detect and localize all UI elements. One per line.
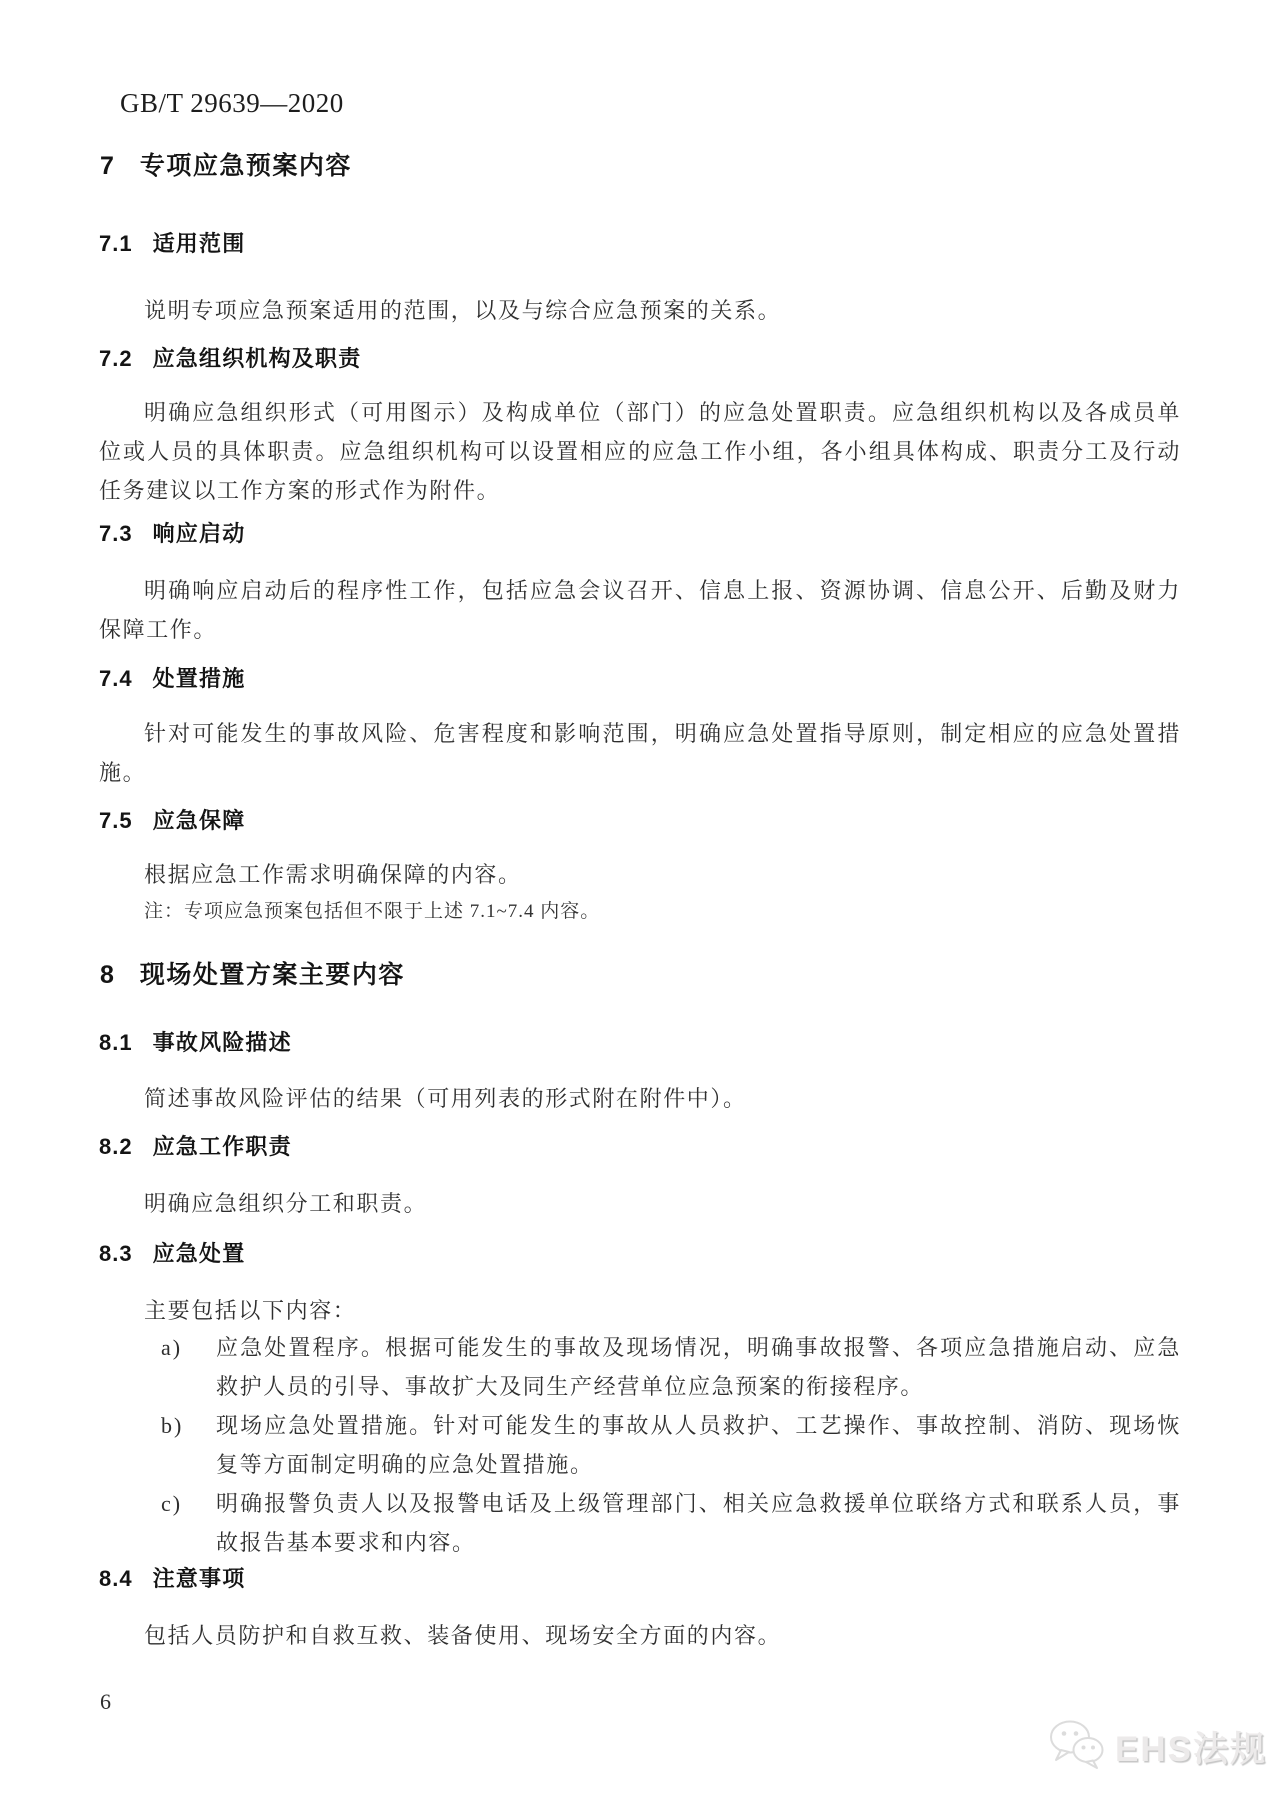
section-7-4-number: 7.4 [99,666,133,691]
chapter-8-number: 8 [100,961,114,989]
list-item-c-text: 明确报警负责人以及报警电话及上级管理部门、相关应急救援单位联络方式和联系人员，事故报告基本要求和内容。 [216,1491,1181,1555]
watermark-text: EHS法规 [1115,1729,1267,1769]
section-8-3-list [99,1328,1181,1562]
page-number: 6 [100,1689,111,1714]
section-7-4-heading [99,664,245,694]
section-7-2-heading [99,344,361,374]
section-7-2-paragraph: 明确应急组织形式（可用图示）及构成单位（部门）的应急处置职责。应急组织机构以及各成员单位或人员的具体职责。应急组织机构可以设置相应的应急工作小组，各小组具体构成、职责分工及行动任务建议以工作方案的形式作为附件。 [99,400,1181,503]
section-8-3-title: 应急处置 [152,1241,246,1266]
section-7-5-note: 注：专项应急预案包括但不限于上述 7.1~7.4 内容。 [144,901,601,922]
section-7-2-title: 应急组织机构及职责 [152,346,362,371]
section-7-1-paragraph: 说明专项应急预案适用的范围，以及与综合应急预案的关系。 [144,298,782,323]
list-item-a-marker: a) [161,1335,183,1360]
standard-number: GB/T 29639—2020 [120,88,344,118]
section-8-4-heading [99,1564,245,1594]
chapter-7-number: 7 [100,152,114,180]
section-8-2-number: 8.2 [99,1134,133,1159]
chapter-8-heading [100,959,405,991]
section-8-4-number: 8.4 [99,1566,133,1591]
list-item-c [99,1484,1181,1562]
section-8-3-number: 8.3 [99,1241,133,1266]
section-7-5-heading [99,806,245,836]
section-8-2-title: 应急工作职责 [152,1134,292,1159]
section-7-5-paragraph: 根据应急工作需求明确保障的内容。 [144,862,522,887]
section-7-5-title: 应急保障 [152,808,246,833]
watermark [1048,1718,1267,1775]
section-7-4-title: 处置措施 [152,666,246,691]
list-item-b-marker: b) [161,1413,184,1438]
section-8-3-heading [99,1239,245,1269]
list-item-a [99,1328,1181,1406]
section-7-3-heading [99,519,245,549]
section-7-3-paragraph: 明确响应启动后的程序性工作，包括应急会议召开、信息上报、资源协调、信息公开、后勤及财力保障工作。 [99,578,1181,642]
section-8-1-title: 事故风险描述 [152,1030,292,1055]
list-item-b [99,1406,1181,1484]
wechat-icon [1048,1718,1106,1775]
section-8-2-paragraph: 明确应急组织分工和职责。 [144,1191,428,1216]
chapter-8-title: 现场处置方案主要内容 [139,961,405,989]
section-7-5-number: 7.5 [99,808,133,833]
section-8-1-number: 8.1 [99,1030,133,1055]
list-item-a-text: 应急处置程序。根据可能发生的事故及现场情况，明确事故报警、各项应急措施启动、应急救护人员的引导、事故扩大及同生产经营单位应急预案的衔接程序。 [216,1335,1181,1399]
section-7-4-paragraph: 针对可能发生的事故风险、危害程度和影响范围，明确应急处置指导原则，制定相应的应急处置措施。 [99,721,1181,785]
list-item-c-marker: c) [161,1491,183,1516]
section-8-1-heading [99,1028,292,1058]
section-7-3-title: 响应启动 [152,521,246,546]
section-8-4-paragraph: 包括人员防护和自救互救、装备使用、现场安全方面的内容。 [144,1623,782,1648]
chapter-7-heading [100,150,352,182]
section-7-2-number: 7.2 [99,346,133,371]
section-8-1-paragraph: 简述事故风险评估的结果（可用列表的形式附在附件中）。 [144,1086,747,1111]
section-8-4-title: 注意事项 [152,1566,246,1591]
section-8-3-intro: 主要包括以下内容： [144,1298,357,1323]
list-item-b-text: 现场应急处置措施。针对可能发生的事故从人员救护、工艺操作、事故控制、消防、现场恢复等方面制定明确的应急处置措施。 [216,1413,1181,1477]
section-7-1-heading [99,229,245,259]
section-7-1-number: 7.1 [99,231,133,256]
section-7-3-number: 7.3 [99,521,133,546]
chapter-7-title: 专项应急预案内容 [139,152,352,180]
section-8-2-heading [99,1132,292,1162]
section-7-1-title: 适用范围 [152,231,246,256]
